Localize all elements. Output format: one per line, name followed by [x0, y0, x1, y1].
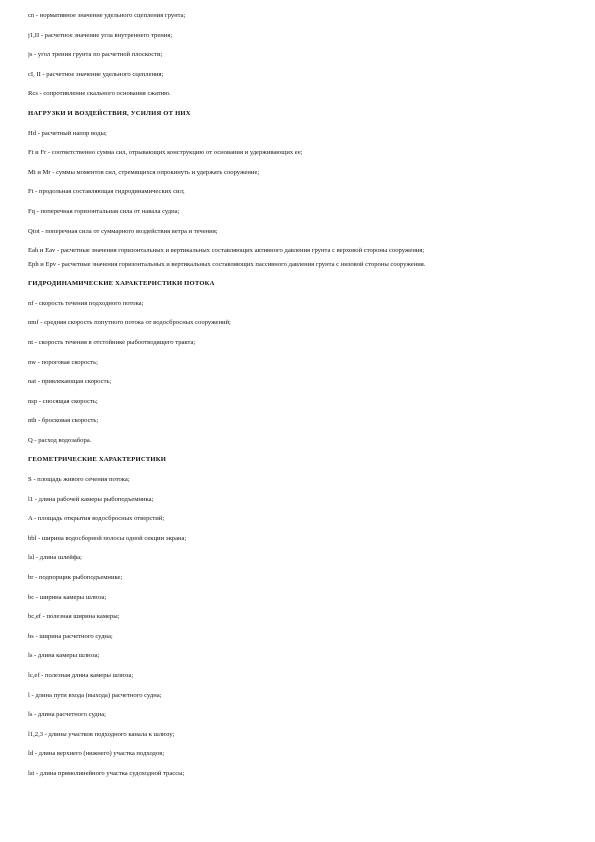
list-item: ld - длина верхнего (нижнего) участка подходов;	[28, 750, 165, 758]
list-item: nmf - средняя скорость попутного потока от водосбросных сооружений;	[28, 319, 231, 327]
list-item: Qtot - поперечная сила от суммарного воздействия ветра и течения;	[28, 227, 218, 235]
list-item: nsp - сносящая скорость;	[28, 397, 98, 405]
list-item: Ft и Fr - соответственно сумма сил, отрывающих конструкцию от основания и удерживающих ее;	[28, 149, 303, 157]
list-item: lst - длина прямолинейного участка судоходной трассы;	[28, 769, 185, 777]
list-item: Eph и Epv - расчетные значения горизонтальных и вертикальных составляющих пассивного давления грунта с низовой стороны сооружения.	[28, 261, 426, 269]
list-item: Rcs - сопротивление скального основания сжатию.	[28, 90, 171, 98]
section-soil-params	[28, 12, 568, 98]
list-item: l1 - длина рабочей камеры рыбоподъемника;	[28, 495, 154, 503]
list-item: Q - расход водозабора.	[28, 436, 92, 444]
list-item: nw - пороговая скорость;	[28, 358, 98, 366]
list-item: nat - привлекающая скорость;	[28, 378, 112, 386]
list-item: Ft - продольная составляющая гидродинамических сил;	[28, 188, 185, 196]
document-page	[28, 12, 568, 790]
list-item: bbl - ширина водосборной полосы одной секции экрана;	[28, 534, 187, 542]
list-item: l - длина пути входа (выхода) расчетного судна;	[28, 691, 162, 699]
section-hydrodynamics	[28, 280, 568, 445]
list-item: S - площадь живого сечения потока;	[28, 476, 130, 484]
list-item: Hd - расчетный напор воды;	[28, 129, 107, 137]
list-item: ls - длина камеры шлюза;	[28, 652, 100, 660]
section-heading: ГИДРОДИНАМИЧЕСКИЕ ХАРАКТЕРИСТИКИ ПОТОКА	[28, 280, 215, 288]
list-item: lsl - длина шлейфа;	[28, 554, 82, 562]
list-item: nth - бросковая скорость;	[28, 417, 99, 425]
list-item: Fq - поперечная горизонтальная сила от навала судна;	[28, 207, 180, 215]
list-item: A - площадь открытия водосбросных отверстий;	[28, 515, 165, 523]
list-item: сn - нормативное значение удельного сцепления грунта;	[28, 12, 186, 19]
section-loads	[28, 110, 568, 269]
list-item: cI, II - расчетное значение удельного сцепления;	[28, 70, 164, 78]
list-item: bs - ширина расчетного судна;	[28, 632, 113, 640]
section-heading: ГЕОМЕТРИЧЕСКИЕ ХАРАКТЕРИСТИКИ	[28, 456, 167, 464]
list-item: bc,ef - полезная ширина камеры;	[28, 613, 120, 621]
list-item: ls - длина расчетного судна;	[28, 711, 106, 719]
section-heading: НАГРУЗКИ И ВОЗДЕЙСТВИЯ, УСИЛИЯ ОТ НИХ	[28, 109, 191, 117]
list-item: Mt и Mr - суммы моментов сил, стремящихся опрокинуть и удержать сооружение;	[28, 168, 260, 176]
list-item: br - подпорщик рыбоподъемнике;	[28, 574, 123, 582]
list-item: js - угол трения грунта по расчетной плоскости;	[28, 51, 163, 59]
list-item: bc - ширина камеры шлюза;	[28, 593, 107, 601]
list-item: nt - скорость течения в отстойнике рыбоотводящего тракта;	[28, 338, 196, 346]
list-item: l1,2,3 - длины участков подходного канала к шлюзу;	[28, 730, 175, 738]
section-geometry	[28, 456, 568, 778]
list-item: nf - скорость течения подходного потока;	[28, 299, 144, 307]
list-item: lc,ef - полезная длина камеры шлюза;	[28, 672, 134, 679]
list-item: Eah и Eav - расчетные значения горизонтальных и вертикальных составляющих активного давления грунта с верховой стороны сооружения;	[28, 247, 425, 255]
list-item: j1,II - расчетное значение угла внутреннего трения;	[28, 31, 173, 39]
